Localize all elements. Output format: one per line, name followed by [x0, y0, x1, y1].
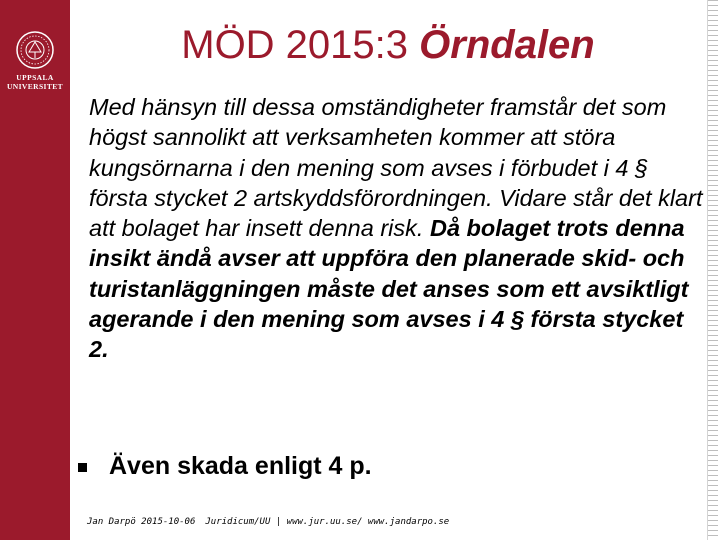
- footer-source: Juridicum/UU | www.jur.uu.se/ www.jandarpo.se: [205, 517, 450, 527]
- title-prefix: MÖD 2015:3: [181, 23, 420, 67]
- bullet-item: [78, 448, 372, 484]
- university-seal-icon: [15, 30, 55, 70]
- slide-title: [70, 18, 706, 72]
- logo-line-2: UNIVERSITET: [6, 82, 64, 91]
- quote-bold-text: Då bolaget trots denna insikt ändå avser att uppföra den planerade skid- och turistanläggningen måste det anses som ett avsiktligt agerande i den mening som avses i 4 § första stycket 2.: [89, 215, 689, 363]
- bullet-text: Även skada enligt 4 p.: [109, 452, 372, 480]
- logo-line-1: UPPSALA: [16, 73, 54, 82]
- footer: [87, 517, 459, 527]
- sidebar-band: [0, 0, 70, 540]
- square-bullet-icon: [78, 463, 87, 472]
- quote-normal-text: Med hänsyn till dessa omständigheter framstår det som högst sannolikt att verksamheten kommer att störa kungsörnarna i den mening som avses i förbudet i 4 § första stycket 2 artskyddsförordningen. Vidare står det klart att bolaget har insett denna risk.: [89, 94, 703, 242]
- university-logo: [0, 30, 70, 91]
- footer-author: Jan Darpö 2015-10-06: [87, 517, 196, 527]
- title-emphasis: Örndalen: [419, 23, 595, 67]
- quote-paragraph: [89, 92, 709, 365]
